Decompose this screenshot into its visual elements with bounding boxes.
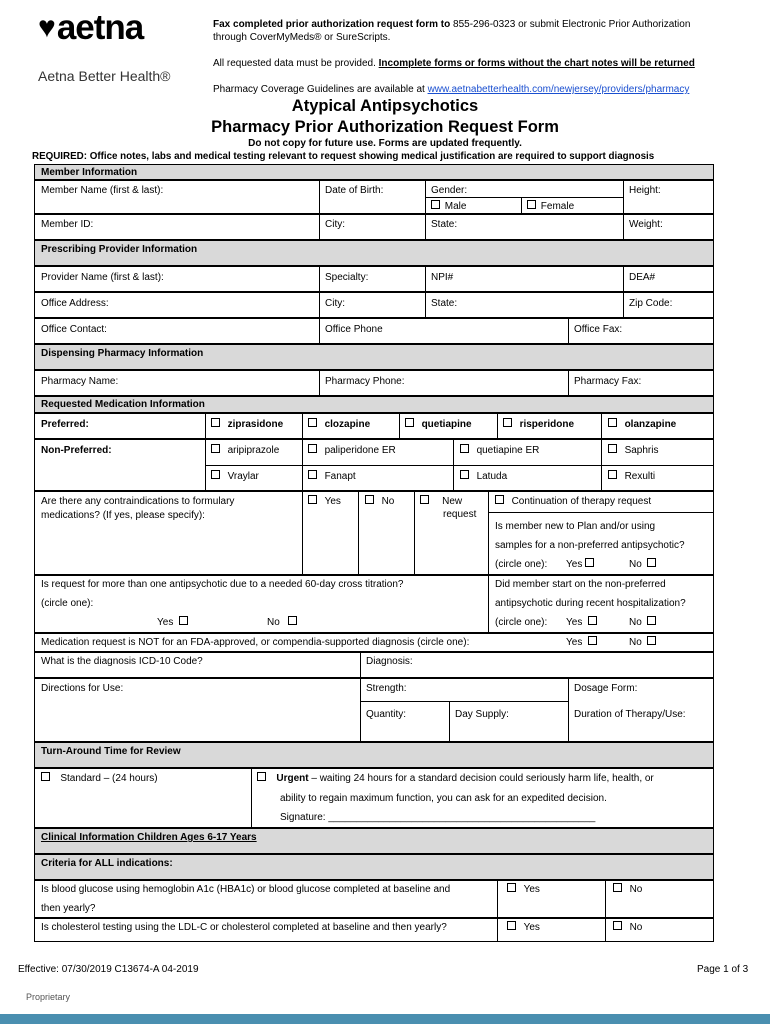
height-field[interactable]: Height: bbox=[629, 185, 661, 196]
heart-icon: ♥ bbox=[38, 11, 55, 44]
duration-field[interactable]: Duration of Therapy/Use: bbox=[574, 709, 686, 720]
aetna-logo bbox=[38, 8, 143, 48]
fax-line-2: through CoverMyMeds® or SureScripts. bbox=[213, 32, 391, 43]
dosage-form-field[interactable]: Dosage Form: bbox=[574, 683, 638, 694]
med-fanapt[interactable]: Fanapt bbox=[308, 470, 356, 483]
day-supply-field[interactable]: Day Supply: bbox=[455, 709, 509, 720]
checkbox-icon[interactable] bbox=[365, 495, 374, 504]
pharmacy-fax-field[interactable]: Pharmacy Fax: bbox=[574, 376, 642, 387]
member-state-field[interactable]: State: bbox=[431, 219, 458, 230]
fda-question: Medication request is NOT for an FDA-approved, or compendia-supported diagnosis (circle one): bbox=[41, 637, 470, 648]
checkbox-icon[interactable] bbox=[257, 772, 266, 781]
form-title-1: Atypical Antipsychotics bbox=[291, 97, 479, 115]
dob-field[interactable]: Date of Birth: bbox=[325, 185, 384, 196]
office-contact-field[interactable]: Office Contact: bbox=[41, 324, 107, 335]
checkbox-icon[interactable] bbox=[288, 616, 297, 625]
directions-row bbox=[34, 678, 714, 742]
fda-no[interactable]: No bbox=[629, 636, 658, 649]
specialty-field[interactable]: Specialty: bbox=[325, 272, 369, 283]
checkbox-icon[interactable] bbox=[405, 418, 414, 427]
checkbox-icon[interactable] bbox=[308, 470, 317, 479]
turnaround-row: Standard – (24 hours) Urgent – waiting 24 hours for a standard decision could seriously harm life, health, or ability to regain maximum function, you can ask for an expedited decision. Signature: ________________________________________________ bbox=[34, 768, 714, 828]
logo-brand: aetna bbox=[56, 8, 144, 47]
dea-field[interactable]: DEA# bbox=[629, 272, 656, 283]
checkbox-icon[interactable] bbox=[585, 558, 594, 567]
checkbox-icon[interactable] bbox=[608, 418, 617, 427]
guidelines-link[interactable]: www.aetnabetterhealth.com/newjersey/providers/pharmacy bbox=[427, 84, 690, 95]
member-new-yes[interactable]: Yes bbox=[566, 558, 596, 571]
weight-field[interactable]: Weight: bbox=[629, 219, 663, 230]
diagnosis-field[interactable]: Diagnosis: bbox=[366, 656, 413, 667]
office-fax-field[interactable]: Office Fax: bbox=[574, 324, 623, 335]
checkbox-icon[interactable] bbox=[647, 558, 656, 567]
checkbox-icon[interactable] bbox=[527, 200, 536, 209]
contra-yes[interactable]: Yes bbox=[308, 495, 341, 508]
contra-question: Are there any contraindications to formulary bbox=[41, 496, 235, 507]
medication-section-header: Requested Medication Information bbox=[34, 396, 714, 413]
provider-section-header: Prescribing Provider Information bbox=[34, 240, 714, 266]
checkbox-icon[interactable] bbox=[308, 495, 317, 504]
pharmacy-row bbox=[34, 370, 714, 396]
cross-titration-question: Is request for more than one antipsychotic due to a needed 60-day cross titration? bbox=[41, 579, 404, 590]
ldl-yes[interactable]: Yes bbox=[507, 921, 540, 934]
contra-no[interactable]: No bbox=[365, 495, 394, 508]
member-section-header: Member Information bbox=[34, 164, 714, 180]
checkbox-icon[interactable] bbox=[211, 444, 220, 453]
checkbox-icon[interactable] bbox=[179, 616, 188, 625]
checkbox-icon[interactable] bbox=[211, 470, 220, 479]
pharmacy-section-header: Dispensing Pharmacy Information bbox=[34, 344, 714, 370]
required-line: All requested data must be provided. Incomplete forms or forms without the chart notes will be returned bbox=[213, 58, 695, 69]
quantity-field[interactable]: Quantity: bbox=[366, 709, 407, 720]
strength-field[interactable]: Strength: bbox=[366, 683, 407, 694]
provider-state-field[interactable]: State: bbox=[431, 298, 458, 309]
standard-option[interactable]: Standard – (24 hours) bbox=[41, 772, 158, 785]
required-note: REQUIRED: Office notes, labs and medical testing relevant to request showing medical justification are required to support diagnosis bbox=[32, 151, 655, 162]
checkbox-icon[interactable] bbox=[613, 921, 622, 930]
checkbox-icon[interactable] bbox=[431, 200, 440, 209]
zip-field[interactable]: Zip Code: bbox=[629, 298, 673, 309]
no-copy-note: Do not copy for future use. Forms are updated frequently. bbox=[248, 138, 522, 149]
gender-label: Gender: bbox=[431, 185, 468, 196]
provider-row-3 bbox=[34, 318, 714, 344]
member-city-field[interactable]: City: bbox=[325, 219, 345, 230]
provider-name-field[interactable]: Provider Name (first & last): bbox=[41, 272, 164, 283]
glucose-question: Is blood glucose using hemoglobin A1c (HBA1c) or blood glucose completed at baseline and bbox=[41, 884, 451, 895]
checkbox-icon[interactable] bbox=[613, 883, 622, 892]
bottom-bar bbox=[0, 1014, 770, 1024]
med-latuda[interactable]: Latuda bbox=[460, 470, 507, 483]
gender-male[interactable]: Male bbox=[431, 200, 466, 213]
signature-field[interactable]: Signature: ________________________________________________ bbox=[280, 812, 596, 823]
preferred-row bbox=[34, 413, 714, 439]
npi-field[interactable]: NPI# bbox=[431, 272, 454, 283]
med-clozapine[interactable]: clozapine bbox=[308, 418, 370, 431]
turnaround-section-header: Turn-Around Time for Review bbox=[34, 742, 714, 768]
checkbox-icon[interactable] bbox=[608, 470, 617, 479]
checkbox-icon[interactable] bbox=[308, 444, 317, 453]
checkbox-icon[interactable] bbox=[308, 418, 317, 427]
med-aripiprazole[interactable]: aripiprazole bbox=[211, 444, 279, 457]
member-id-field[interactable]: Member ID: bbox=[41, 219, 94, 230]
continuation-request[interactable]: Continuation of therapy request bbox=[495, 495, 651, 508]
checkbox-icon[interactable] bbox=[507, 883, 516, 892]
ldl-row bbox=[34, 918, 714, 942]
form-title-2: Pharmacy Prior Authorization Request Form bbox=[211, 118, 559, 136]
checkbox-icon[interactable] bbox=[503, 418, 512, 427]
nonpreferred-label: Non-Preferred: bbox=[41, 445, 112, 456]
med-paliperidone-er[interactable]: paliperidone ER bbox=[308, 444, 396, 457]
fda-row bbox=[34, 633, 714, 652]
checkbox-icon[interactable] bbox=[588, 636, 597, 645]
checkbox-icon[interactable] bbox=[608, 444, 617, 453]
checkbox-icon[interactable] bbox=[588, 616, 597, 625]
member-row-2 bbox=[34, 214, 714, 240]
provider-row-1 bbox=[34, 266, 714, 292]
med-ziprasidone[interactable]: ziprasidone bbox=[211, 418, 283, 431]
checkbox-icon[interactable] bbox=[495, 495, 504, 504]
new-request[interactable]: New bbox=[420, 495, 462, 508]
guidelines-line: Pharmacy Coverage Guidelines are available at www.aetnabetterhealth.com/newjersey/providers/pharmacy bbox=[213, 84, 690, 95]
effective-date: Effective: 07/30/2019 C13674-A 04-2019 bbox=[18, 964, 199, 975]
nonpreferred-rows bbox=[34, 439, 714, 491]
proprietary-label: Proprietary bbox=[26, 992, 71, 1002]
office-address-field[interactable]: Office Address: bbox=[41, 298, 109, 309]
urgent-option[interactable]: Urgent – waiting 24 hours for a standard decision could seriously harm life, health, or bbox=[257, 772, 654, 785]
checkbox-icon[interactable] bbox=[647, 636, 656, 645]
checkbox-icon[interactable] bbox=[420, 495, 429, 504]
cross-yes[interactable]: Yes bbox=[157, 616, 190, 629]
med-quetiapine-er[interactable]: quetiapine ER bbox=[460, 444, 539, 457]
pharmacy-name-field[interactable]: Pharmacy Name: bbox=[41, 376, 119, 387]
checkbox-icon[interactable] bbox=[460, 444, 469, 453]
member-new-question: Is member new to Plan and/or using bbox=[495, 521, 656, 532]
hosp-no[interactable]: No bbox=[629, 616, 658, 629]
ldl-no[interactable]: No bbox=[613, 921, 642, 934]
fax-line: Fax completed prior authorization request form to 855-296-0323 or submit Electronic Prior Authorization bbox=[213, 19, 691, 30]
med-vraylar[interactable]: Vraylar bbox=[211, 470, 259, 483]
med-rexulti[interactable]: Rexulti bbox=[608, 470, 655, 483]
clinical-section-header: Clinical Information Children Ages 6-17 Years bbox=[34, 828, 714, 854]
directions-field[interactable]: Directions for Use: bbox=[41, 683, 124, 694]
med-olanzapine[interactable]: olanzapine bbox=[608, 418, 676, 431]
ldl-question: Is cholesterol testing using the LDL-C or cholesterol completed at baseline and then yearly? bbox=[41, 922, 447, 933]
page-number: Page 1 of 3 bbox=[697, 964, 749, 975]
preferred-label: Preferred: bbox=[41, 419, 89, 430]
checkbox-icon[interactable] bbox=[460, 470, 469, 479]
prior-auth-form bbox=[34, 164, 714, 942]
med-quetiapine[interactable]: quetiapine bbox=[405, 418, 472, 431]
checkbox-icon[interactable] bbox=[41, 772, 50, 781]
icd-row bbox=[34, 652, 714, 678]
hospitalization-question: Did member start on the non-preferred bbox=[495, 579, 666, 590]
logo-subtitle: Aetna Better Health® bbox=[38, 68, 171, 84]
cross-no[interactable]: No bbox=[267, 616, 299, 629]
member-new-no[interactable]: No bbox=[629, 558, 658, 571]
med-risperidone[interactable]: risperidone bbox=[503, 418, 574, 431]
glucose-row: Is blood glucose using hemoglobin A1c (HBA1c) or blood glucose completed at baseline and then yearly? Yes No bbox=[34, 880, 714, 918]
criteria-header: Criteria for ALL indications: bbox=[34, 854, 714, 880]
provider-city-field[interactable]: City: bbox=[325, 298, 345, 309]
cross-titration-row: Is request for more than one antipsychotic due to a needed 60-day cross titration? (circle one): Yes No Did member start on the non-preferred antipsychotic during recent hospitalization? (circle one): Yes No bbox=[34, 575, 714, 633]
member-name-field[interactable]: Member Name (first & last): bbox=[41, 185, 164, 196]
pharmacy-phone-field[interactable]: Pharmacy Phone: bbox=[325, 376, 405, 387]
glucose-yes[interactable]: Yes bbox=[507, 883, 540, 896]
glucose-no[interactable]: No bbox=[613, 883, 642, 896]
med-saphris[interactable]: Saphris bbox=[608, 444, 658, 457]
office-phone-field[interactable]: Office Phone bbox=[325, 324, 383, 335]
contraindication-row: Are there any contraindications to formulary medications? (If yes, please specify): Yes No New request Continuation of therapy request Is member new to Plan and/or using samples for a non-preferred antipsychotic? (circle one): Yes No bbox=[34, 491, 714, 575]
provider-row-2 bbox=[34, 292, 714, 318]
icd-field[interactable]: What is the diagnosis ICD-10 Code? bbox=[41, 656, 203, 667]
fda-yes[interactable]: Yes bbox=[566, 636, 599, 649]
checkbox-icon[interactable] bbox=[507, 921, 516, 930]
gender-female[interactable]: Female bbox=[527, 200, 574, 213]
hosp-yes[interactable]: Yes bbox=[566, 616, 599, 629]
checkbox-icon[interactable] bbox=[211, 418, 220, 427]
checkbox-icon[interactable] bbox=[647, 616, 656, 625]
member-row-1 bbox=[34, 180, 714, 214]
